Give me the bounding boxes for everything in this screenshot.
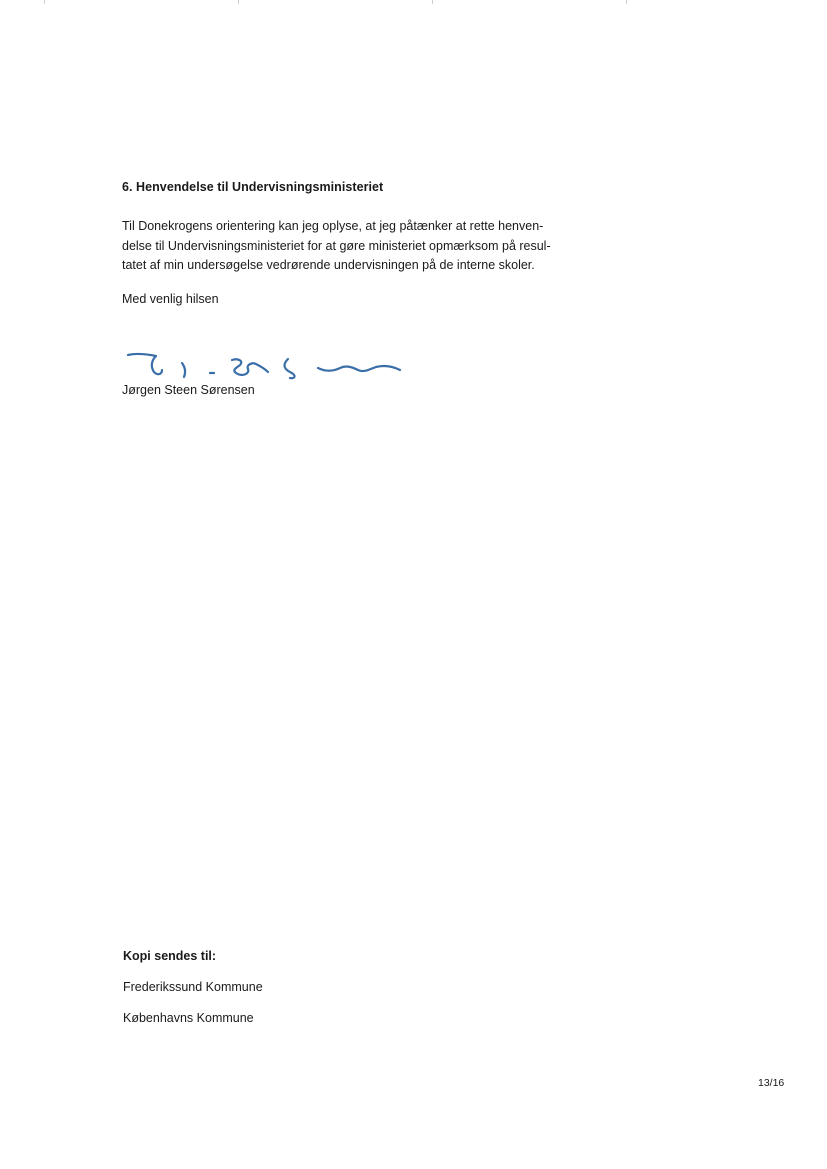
body-line: tatet af min undersøgelse vedrørende undervisningen på de interne skoler. [122,258,535,272]
handwritten-signature-icon [126,350,408,384]
edge-mark [238,0,239,4]
copy-recipient: Københavns Kommune [123,1011,254,1025]
copy-recipient: Frederikssund Kommune [123,980,263,994]
closing-greeting: Med venlig hilsen [122,292,219,306]
section-heading: 6. Henvendelse til Undervisningsministeriet [122,180,384,194]
edge-mark [626,0,627,4]
signer-name: Jørgen Steen Sørensen [122,383,255,397]
body-line: delse til Undervisningsministeriet for at gøre ministeriet opmærksom på resul- [122,238,551,253]
body-paragraph [122,217,592,276]
edge-mark [44,0,45,4]
page-edge-marks [0,0,827,6]
body-line: Til Donekrogens orientering kan jeg oplyse, at jeg påtænker at rette henven- [122,219,544,233]
page-number: 13/16 [758,1077,785,1089]
edge-mark [432,0,433,4]
copy-recipients-heading: Kopi sendes til: [123,949,217,963]
